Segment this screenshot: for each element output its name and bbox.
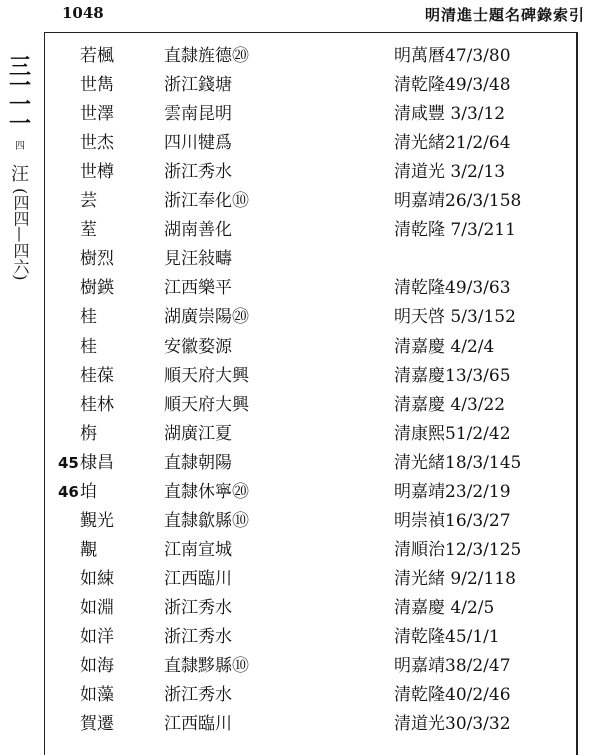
page-number: 1048 <box>62 4 104 22</box>
exam-reference: 清乾隆49/3/48 <box>394 75 511 96</box>
given-name: 世樽 <box>80 162 114 183</box>
index-row <box>0 216 603 245</box>
given-name: 垍 <box>80 481 97 502</box>
running-title: 明清進士題名碑錄索引 <box>424 6 585 24</box>
index-row <box>0 536 603 565</box>
native-place: 江西臨川 <box>164 714 232 735</box>
exam-reference: 清嘉慶 4/2/4 <box>394 336 495 357</box>
index-row <box>0 420 603 449</box>
index-row <box>0 507 603 536</box>
side-tab-stroke: 一 <box>8 73 31 99</box>
given-name: 賀遷 <box>80 714 114 735</box>
exam-reference: 清光緒18/3/145 <box>394 452 522 473</box>
index-row <box>0 245 603 274</box>
given-name: 如淵 <box>80 597 114 618</box>
given-name: 桂 <box>80 307 97 328</box>
native-place: 見汪敍疇 <box>164 249 232 270</box>
given-name: 世杰 <box>80 133 114 154</box>
index-row <box>0 42 603 71</box>
exam-reference: 明天啓 5/3/152 <box>394 307 516 328</box>
native-place: 安徽婺源 <box>164 336 232 357</box>
given-name: 樹鍈 <box>80 278 114 299</box>
index-row <box>0 274 603 303</box>
index-row <box>0 362 603 391</box>
native-place: 浙江秀水 <box>164 627 232 647</box>
exam-reference: 明崇禎16/3/27 <box>394 510 511 531</box>
native-place: 直隸黟縣⑩ <box>164 656 249 677</box>
given-name: 如洋 <box>80 627 114 647</box>
native-place: 直隸朝陽 <box>164 452 232 473</box>
native-place: 直隸旌德⑳ <box>164 46 249 66</box>
given-name: 樹烈 <box>80 249 114 270</box>
native-place: 直隸休寧⑳ <box>164 481 249 502</box>
side-tab-range: (四四—四六) <box>11 188 30 281</box>
index-row <box>0 594 603 623</box>
native-place: 雲南昆明 <box>164 104 232 125</box>
exam-reference: 清道光 3/2/13 <box>394 162 506 183</box>
native-place: 浙江秀水 <box>164 597 232 618</box>
index-row <box>0 333 603 362</box>
exam-reference: 明嘉靖26/3/158 <box>394 191 522 212</box>
given-name: 栴 <box>80 423 97 444</box>
native-place: 湖廣崇陽⑳ <box>164 307 249 328</box>
native-place: 江西臨川 <box>164 568 232 589</box>
exam-reference: 清道光30/3/32 <box>394 714 511 735</box>
index-row <box>0 100 603 129</box>
given-name: 世澤 <box>80 104 114 125</box>
exam-reference: 清乾隆 7/3/211 <box>394 220 516 241</box>
index-number: 46 <box>58 482 79 501</box>
given-name: 桂 <box>80 336 97 357</box>
side-tab-small-numeral: 四 <box>15 141 25 152</box>
side-tab-stroke: 三 <box>8 54 31 80</box>
index-row <box>0 187 603 216</box>
index-row <box>0 391 603 420</box>
given-name: 覲光 <box>80 510 114 531</box>
index-row <box>0 710 603 739</box>
index-row <box>0 71 603 100</box>
exam-reference: 清乾隆40/2/46 <box>394 685 511 706</box>
exam-reference: 清咸豐 3/3/12 <box>394 104 506 125</box>
given-name: 世雋 <box>80 75 114 96</box>
given-name: 桂林 <box>80 394 114 415</box>
index-number: 45 <box>58 453 79 472</box>
given-name: 如藻 <box>80 685 114 706</box>
native-place: 浙江錢塘 <box>164 75 232 96</box>
given-name: 如海 <box>80 656 114 677</box>
native-place: 直隸歙縣⑩ <box>164 510 249 531</box>
exam-reference: 清光緒 9/2/118 <box>394 568 516 589</box>
given-name: 桂葆 <box>80 365 114 386</box>
native-place: 四川犍爲 <box>164 133 232 154</box>
given-name: 芸 <box>80 191 97 212</box>
exam-reference: 明萬曆47/3/80 <box>394 46 511 66</box>
side-tab-stroke: 一 <box>8 92 31 118</box>
given-name: 若楓 <box>80 46 114 66</box>
native-place: 浙江秀水 <box>164 162 232 183</box>
native-place: 浙江奉化⑩ <box>164 191 249 212</box>
index-row <box>0 652 603 681</box>
index-row <box>0 478 603 507</box>
native-place: 順天府大興 <box>164 365 249 386</box>
side-tab-surname: 汪 <box>11 164 29 185</box>
exam-reference: 清乾隆45/1/1 <box>394 627 500 647</box>
index-row <box>0 303 603 332</box>
native-place: 江西樂平 <box>164 278 232 299</box>
index-row <box>0 158 603 187</box>
native-place: 湖南善化 <box>164 220 232 241</box>
exam-reference: 清光緒21/2/64 <box>394 133 511 154</box>
index-row <box>0 129 603 158</box>
exam-reference: 明嘉靖38/2/47 <box>394 656 511 677</box>
native-place: 浙江秀水 <box>164 685 232 706</box>
exam-reference: 清乾隆49/3/63 <box>394 278 511 299</box>
given-name: 如綀 <box>80 568 114 589</box>
side-tab-stroke: 一 <box>8 111 31 137</box>
index-row <box>0 565 603 594</box>
index-row <box>0 449 603 478</box>
index-row <box>0 681 603 710</box>
index-row <box>0 623 603 652</box>
native-place: 江南宣城 <box>164 539 232 560</box>
native-place: 順天府大興 <box>164 394 249 415</box>
exam-reference: 清順治12/3/125 <box>394 539 522 560</box>
given-name: 覯 <box>80 539 97 560</box>
exam-reference: 清嘉慶13/3/65 <box>394 365 511 386</box>
given-name: 棣昌 <box>80 452 114 473</box>
given-name: 荎 <box>80 220 97 241</box>
native-place: 湖廣江夏 <box>164 423 232 444</box>
exam-reference: 清嘉慶 4/3/22 <box>394 394 506 415</box>
exam-reference: 清康熙51/2/42 <box>394 423 511 444</box>
exam-reference: 明嘉靖23/2/19 <box>394 481 511 502</box>
exam-reference: 清嘉慶 4/2/5 <box>394 597 495 618</box>
